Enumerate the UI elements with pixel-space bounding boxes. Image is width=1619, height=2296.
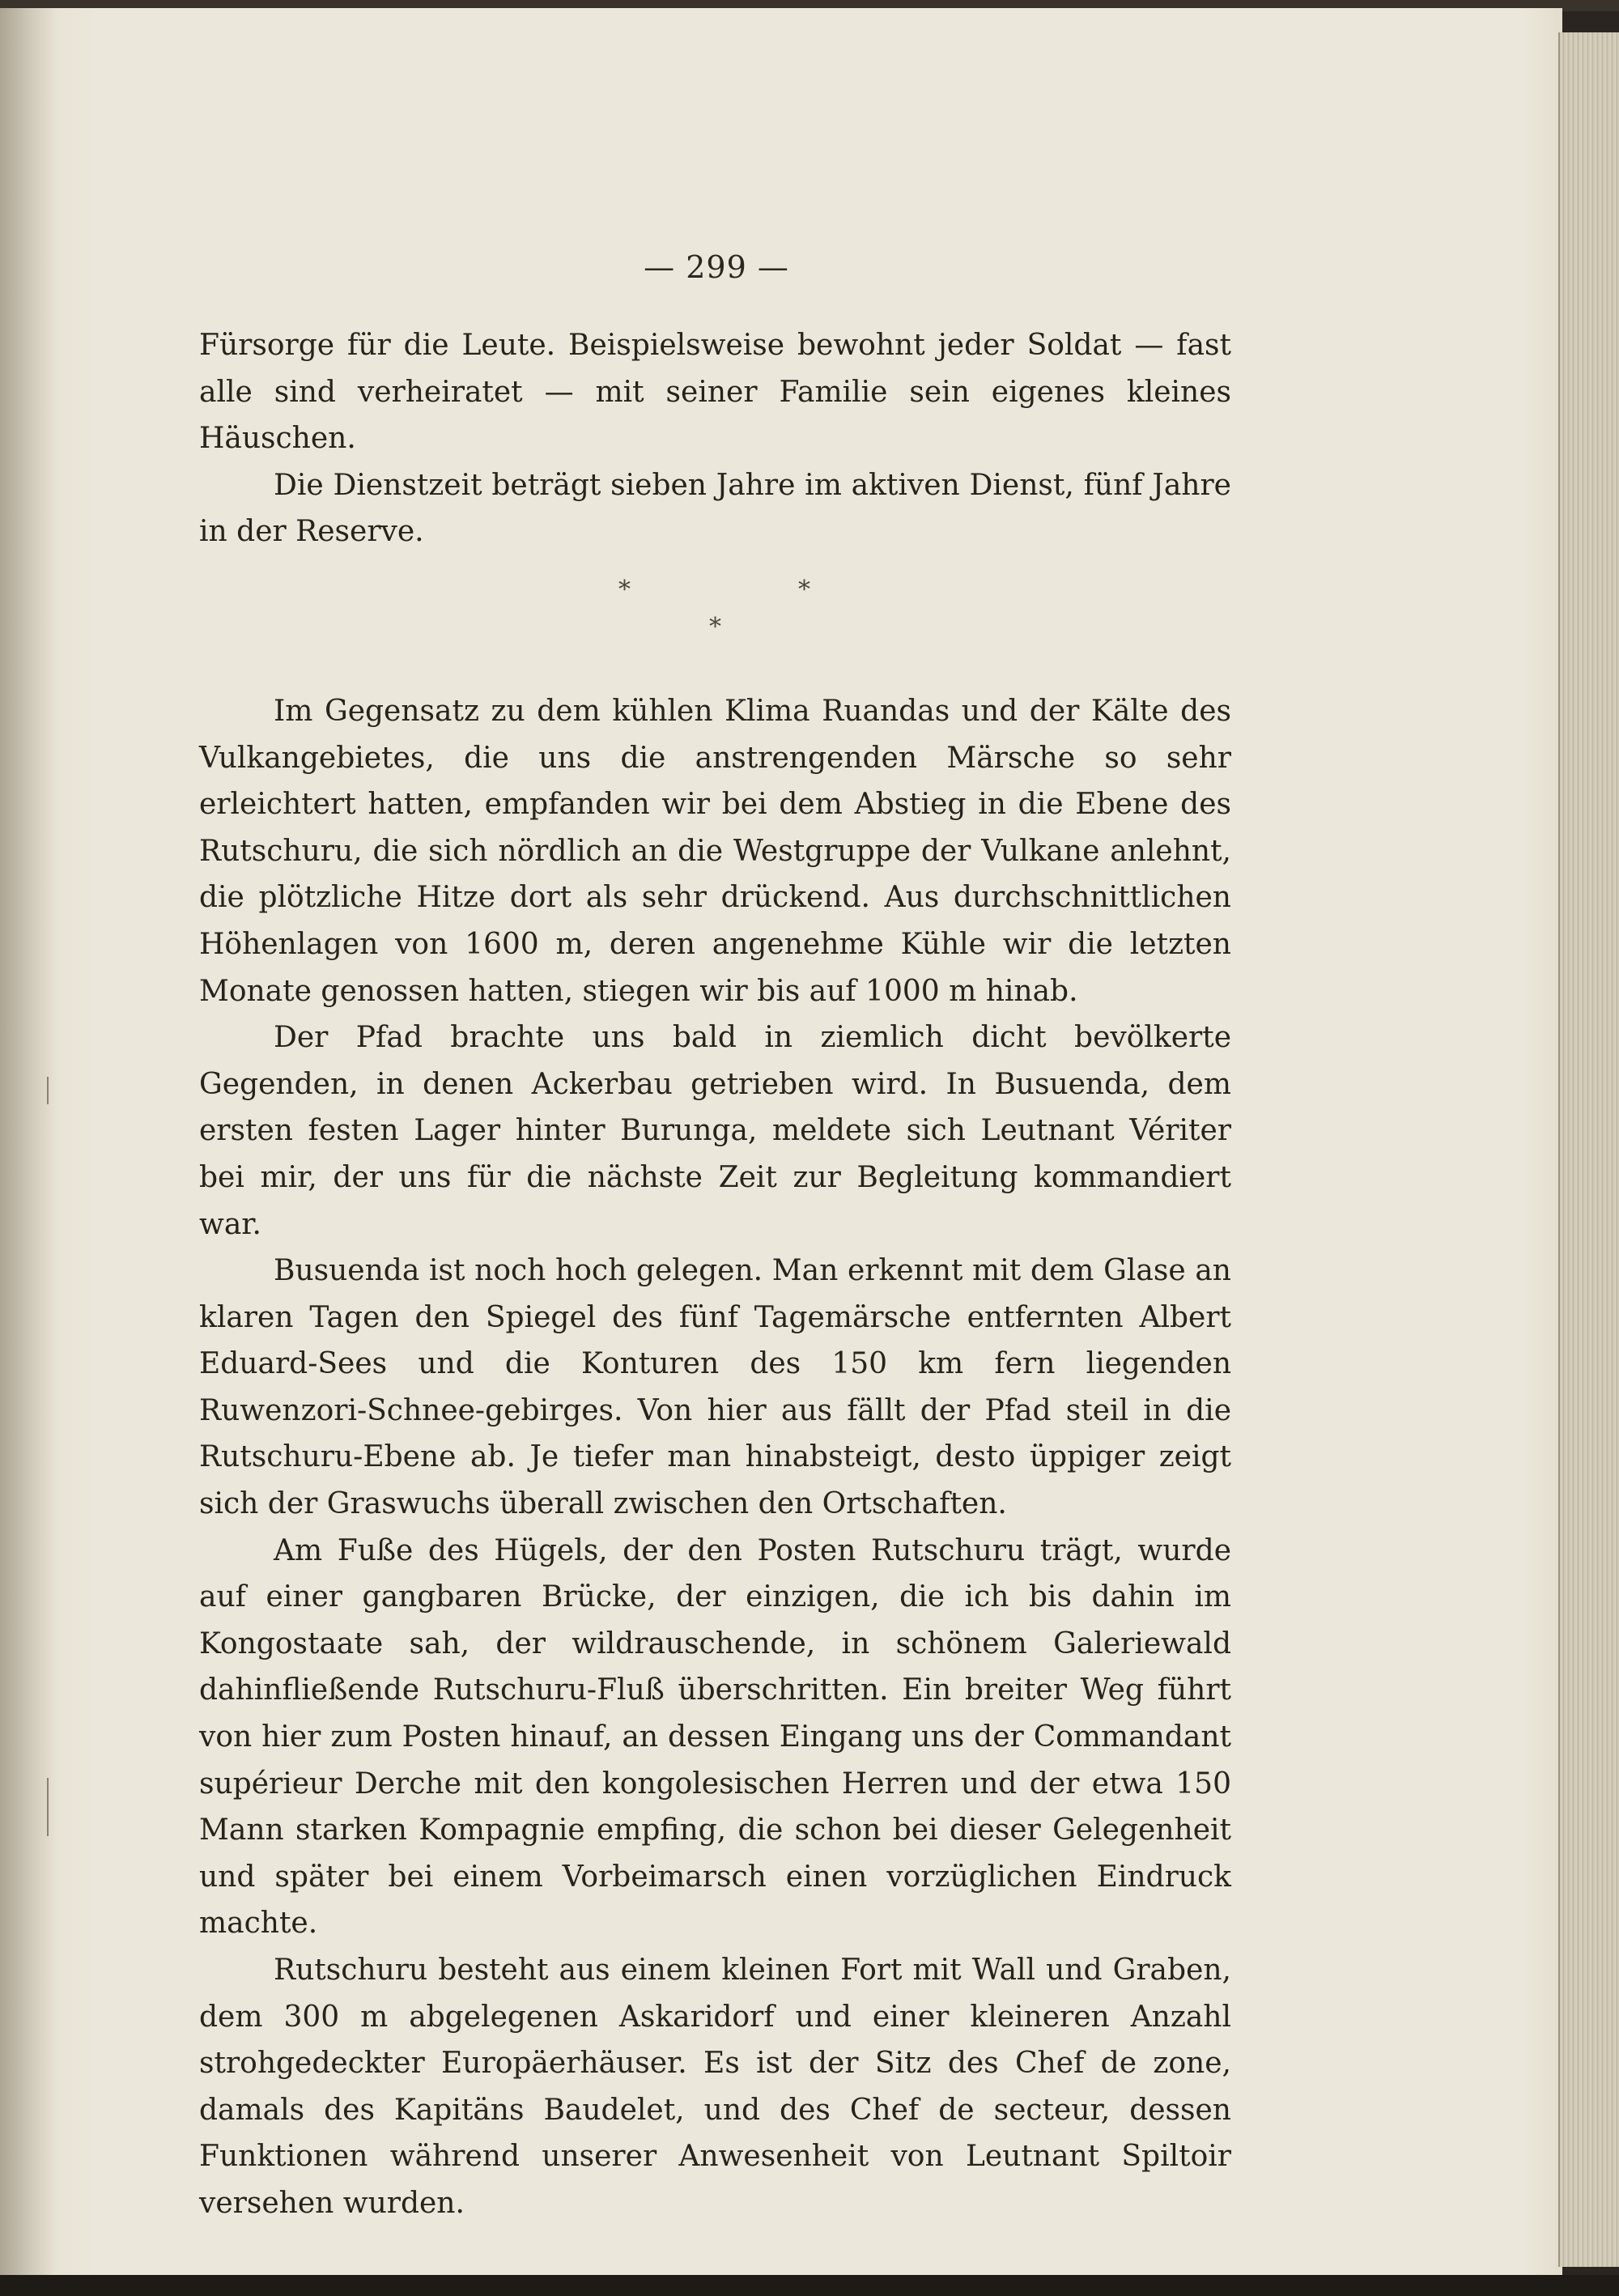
paragraph: Die Dienstzeit beträgt sieben Jahre im aktiven Dienst, fünf Jahre in der Reserve.: [199, 468, 1231, 549]
asterisk: *: [798, 575, 810, 604]
book-page-edges: [1558, 32, 1619, 2267]
body-text: [199, 322, 1231, 2227]
paragraph: Fürsorge für die Leute. Beispielsweise bewohnt jeder Soldat — fast alle sind verheiratet — mit seiner Familie sein eigenes kleines Häuschen.: [199, 329, 1231, 456]
binding-gutter-shadow: [0, 8, 57, 2275]
paragraph: Im Gegensatz zu dem kühlen Klima Ruandas und der Kälte des Vulkangebietes, die uns die anstrengenden Märsche so sehr erleichtert hatten, empfanden wir bei dem Abstieg in die Ebene des Rutschuru, die sich nördlich an die Westgruppe der Vulkane anlehnt, die plötzliche Hitze dort als sehr drückend. Aus durchschnittlichen Höhenlagen von 1600 m, deren angenehme Kühle wir die letzten Monate genossen hatten, stiegen wir bis auf 1000 m hinab.: [199, 694, 1231, 1008]
gutter-mark: [47, 1077, 49, 1104]
section-break-asterism: [199, 560, 1231, 641]
scan-bottom-border: [0, 2275, 1619, 2296]
gutter-mark: [47, 1778, 49, 1836]
paragraph: Der Pfad brachte uns bald in ziemlich dicht bevölkerte Gegenden, in denen Ackerbau getrieben wird. In Busuenda, dem ersten festen Lager hinter Burunga, meldete sich Leutnant Vériter bei mir, der uns für die nächste Zeit zur Begleitung kommandiert war.: [199, 1021, 1231, 1241]
asterisk: *: [709, 612, 721, 641]
asterisk: *: [618, 575, 631, 604]
paragraph: Rutschuru besteht aus einem kleinen Fort mit Wall und Graben, dem 300 m abgelegenen Askaridorf und einer kleineren Anzahl strohgedeckter Europäerhäuser. Es ist der Sitz des Chef de zone, damals des Kapitäns Baudelet, und des Chef de secteur, dessen Funktionen während unserer Anwesenheit von Leutnant Spiltoir versehen wurden.: [199, 1954, 1231, 2220]
paragraph: Am Fuße des Hügels, der den Posten Rutschuru trägt, wurde auf einer gangbaren Brücke, der einzigen, die ich bis dahin im Kongostaate sah, der wildrauschende, in schönem Galeriewald dahinfließende Rutschuru-Fluß überschritten. Ein breiter Weg führt von hier zum Posten hinauf, an dessen Eingang uns der Commandant supérieur Derche mit den kongolesischen Herren und der etwa 150 Mann starken Kompagnie empfing, die schon bei dieser Gelegenheit und später bei einem Vorbeimarsch einen vorzüglichen Eindruck machte.: [199, 1533, 1231, 1941]
paragraph: Busuenda ist noch hoch gelegen. Man erkennt mit dem Glase an klaren Tagen den Spiegel des fünf Tagemärsche entfernten Albert Eduard-Sees und die Konturen des 150 km fern liegenden Ruwenzori-Schnee-gebirges. Von hier aus fällt der Pfad steil in die Rutschuru-Ebene ab. Je tiefer man hinabsteigt, desto üppiger zeigt sich der Graswuchs überall zwischen den Ortschaften.: [199, 1254, 1231, 1521]
page-number: — 299 —: [644, 249, 789, 285]
